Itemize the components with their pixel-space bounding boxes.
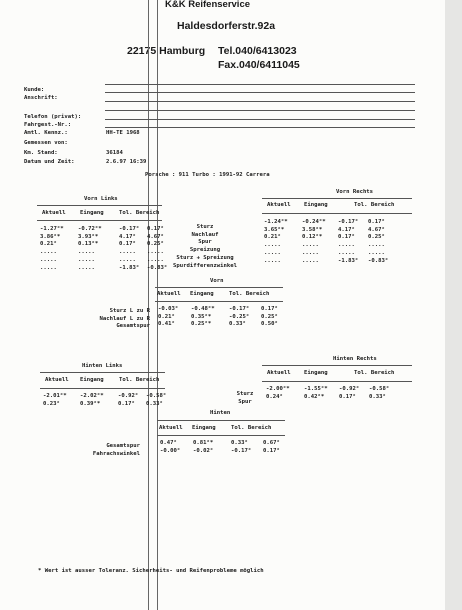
table-cell: .....: [119, 249, 136, 256]
col-header-eingang: Eingang: [80, 377, 104, 383]
table-cell: -0.83°: [147, 264, 168, 271]
section-title-hinten-rechts: Hinten Rechts: [333, 356, 377, 362]
table-cell: 0.33°: [146, 400, 163, 407]
table-cell: -0.24°*: [302, 219, 326, 225]
table-cell: .....: [78, 256, 95, 263]
col-header-tol-bereich: Tol. Bereich: [354, 202, 395, 208]
table-cell: 0.17°: [338, 234, 355, 241]
row-label: Fahrachswinkel: [92, 450, 140, 457]
col-header-aktuell: Aktuell: [267, 370, 291, 376]
table-cell: -1.55°*: [304, 386, 328, 392]
table-cell: -1.83°: [338, 257, 359, 264]
table-cell: -0.83°: [368, 257, 389, 264]
table-cell: -1.24°*: [264, 219, 288, 225]
company-name: K&K Reifenservice: [165, 0, 251, 10]
row-label: Nachlauf: [191, 231, 219, 238]
table-cell: 0.21°: [158, 313, 175, 320]
table-rule: [262, 381, 412, 382]
field-label-datum: Datum und Zeit:: [24, 159, 75, 165]
row-label: Spurdifferenzwinkel: [173, 262, 237, 269]
table-rule: [155, 287, 283, 288]
table-cell: 0.33°: [369, 393, 386, 400]
table-cell: 0.17°: [339, 393, 356, 400]
km-stand-value: 36184: [106, 150, 123, 156]
kennzeichen-value: HH-TE 1968: [106, 130, 140, 136]
col-header-eingang: Eingang: [304, 202, 328, 208]
table-cell: -2.00°*: [266, 386, 290, 392]
table-cell: 0.23°: [43, 400, 60, 407]
section-title-hinten-links: Hinten Links: [82, 363, 123, 369]
table-cell: 0.17°: [263, 447, 280, 454]
table-cell: .....: [338, 249, 355, 256]
field-label-telefon: Telefon (privat):: [24, 114, 82, 120]
section-title-vorn-rechts: Vorn Rechts: [336, 189, 374, 195]
col-header-tol-bereich: Tol. Bereich: [119, 377, 160, 383]
page-edge: [445, 0, 462, 610]
section-title-vorn-links: Vorn Links: [84, 196, 118, 202]
table-cell: 4.17°: [119, 233, 136, 240]
col-header-aktuell: Aktuell: [157, 291, 181, 297]
table-cell: -0.25°: [229, 313, 250, 320]
table-cell: -0.17°: [338, 219, 359, 225]
table-cell: 4.67°: [147, 233, 164, 240]
field-line: [105, 119, 415, 120]
table-cell: .....: [264, 257, 281, 264]
table-rule: [40, 388, 165, 389]
col-header-eingang: Eingang: [190, 291, 214, 297]
col-header-eingang: Eingang: [304, 370, 328, 376]
table-cell: .....: [264, 242, 281, 249]
table-cell: 0.33°: [229, 321, 246, 328]
row-label: Sturz + Spreizung: [176, 254, 234, 261]
col-header-tol-bereich: Tol. Bereich: [119, 210, 160, 216]
table-rule: [262, 213, 412, 214]
row-label: Spur: [238, 398, 252, 405]
table-cell: .....: [302, 257, 319, 264]
table-rule: [262, 198, 412, 199]
row-label: Sturz: [196, 224, 214, 230]
table-cell: 0.24°: [266, 393, 283, 400]
table-cell: .....: [264, 249, 281, 256]
table-cell: .....: [368, 242, 385, 249]
table-rule: [37, 220, 162, 221]
table-cell: .....: [40, 264, 57, 271]
table-cell: 0.25°*: [191, 321, 212, 328]
table-cell: .....: [119, 256, 136, 263]
field-label-km-stand: Km. Stand:: [24, 150, 58, 156]
field-label-fahrgestell: Fahrgest.-Nr.:: [24, 122, 72, 128]
field-line: [105, 101, 415, 102]
field-line: [105, 127, 415, 128]
table-cell: 0.47°: [160, 440, 177, 446]
table-cell: -1.27°*: [40, 226, 64, 232]
table-cell: 0.33°: [231, 440, 248, 446]
row-label: Gesamtspur: [116, 323, 150, 330]
table-cell: -0.58°: [146, 393, 167, 399]
field-line: [105, 110, 415, 111]
row-label: Spreizung: [189, 247, 221, 254]
table-cell: 0.21°: [40, 241, 57, 248]
table-cell: 3.58°*: [302, 226, 323, 233]
table-cell: -1.83°: [119, 264, 140, 271]
table-cell: -0.58°: [369, 386, 390, 392]
table-cell: .....: [40, 256, 57, 263]
table-cell: -2.01°*: [43, 393, 67, 399]
section-title-vorn: Vorn: [210, 278, 224, 284]
table-cell: -0.48°*: [191, 306, 215, 312]
section-title-hinten: Hinten: [210, 410, 231, 416]
table-cell: -0.00°: [160, 447, 181, 454]
table-rule: [37, 205, 162, 206]
table-cell: 0.17°: [118, 400, 135, 407]
col-header-tol-bereich: Tol. Bereich: [231, 425, 272, 431]
row-label: Gesamtspur: [106, 443, 140, 449]
table-cell: 0.17°: [147, 226, 164, 232]
table-cell: 3.65°*: [264, 226, 285, 233]
field-label-kunde: Kunde:: [24, 87, 45, 93]
table-cell: 0.21°: [264, 234, 281, 241]
field-label-kennzeichen: Amtl. Kennz.:: [24, 130, 68, 136]
table-rule: [157, 435, 285, 436]
row-label: Sturz L zu R: [109, 308, 150, 314]
row-label: Sturz: [236, 391, 254, 397]
table-cell: -0.92°: [118, 393, 139, 399]
table-cell: 0.35°*: [191, 313, 212, 320]
table-cell: 0.25°: [261, 313, 278, 320]
table-cell: -0.17°: [119, 226, 140, 232]
table-cell: .....: [147, 249, 164, 256]
table-cell: 0.17°: [119, 241, 136, 248]
table-cell: 0.17°: [261, 306, 278, 312]
table-cell: 4.17°: [338, 226, 355, 233]
street-address: Haldesdorferstr.92a: [177, 20, 276, 32]
row-label: Nachlauf L zu R: [99, 315, 150, 322]
table-cell: 3.93°*: [78, 233, 99, 240]
field-label-gemessen: Gemessen von:: [24, 140, 68, 146]
table-cell: 0.41°: [158, 321, 175, 328]
table-cell: -0.72°*: [78, 226, 102, 232]
col-header-tol-bereich: Tol. Bereich: [354, 370, 395, 376]
table-cell: .....: [78, 264, 95, 271]
telephone: Tel.040/6413023: [218, 45, 297, 57]
table-rule: [157, 420, 285, 421]
footer-note: * Wert ist ausser Toleranz. Sicherheits- und Reifenprobleme möglich: [38, 568, 264, 574]
table-cell: -0.92°: [339, 386, 360, 392]
table-cell: .....: [147, 256, 164, 263]
datum-value: 2.6.97 16:39: [106, 159, 147, 165]
table-cell: 0.81°*: [193, 440, 214, 446]
table-cell: 0.25°: [368, 234, 385, 241]
table-cell: 0.12°*: [302, 234, 323, 241]
table-cell: 0.67°: [263, 440, 280, 446]
fax: Fax.040/6411045: [218, 59, 300, 71]
table-cell: -2.02°*: [80, 393, 104, 399]
col-header-aktuell: Aktuell: [159, 425, 183, 431]
col-header-aktuell: Aktuell: [267, 202, 291, 208]
col-header-tol-bereich: Tol. Bereich: [229, 291, 270, 297]
table-cell: 3.86°*: [40, 233, 61, 240]
table-cell: 0.50°: [261, 321, 278, 328]
table-rule: [40, 372, 165, 373]
table-cell: 0.42°*: [304, 393, 325, 400]
table-cell: 0.17°: [368, 219, 385, 225]
field-line: [105, 92, 415, 93]
table-cell: 0.13°*: [78, 241, 99, 248]
col-header-eingang: Eingang: [80, 210, 104, 216]
table-cell: -0.02°: [193, 447, 214, 454]
row-label: Spur: [198, 239, 212, 246]
table-cell: .....: [40, 249, 57, 256]
zip-city: 22175 Hamburg: [127, 45, 206, 57]
vehicle-model: Porsche : 911 Turbo : 1991-92 Carrera: [145, 172, 270, 178]
table-cell: .....: [302, 242, 319, 249]
field-line: [105, 84, 415, 85]
table-cell: -0.17°: [229, 306, 250, 312]
table-rule: [262, 365, 412, 366]
table-rule: [155, 301, 283, 302]
table-cell: 0.39°*: [80, 400, 101, 407]
col-header-aktuell: Aktuell: [45, 377, 69, 383]
table-cell: .....: [338, 242, 355, 249]
col-header-eingang: Eingang: [192, 425, 216, 431]
table-cell: .....: [368, 249, 385, 256]
table-cell: .....: [302, 249, 319, 256]
table-cell: .....: [78, 249, 95, 256]
table-cell: 0.25°: [147, 241, 164, 248]
table-cell: -0.17°: [231, 447, 252, 454]
col-header-aktuell: Aktuell: [42, 210, 66, 216]
table-cell: 4.67°: [368, 226, 385, 233]
table-cell: -0.03°: [158, 306, 179, 312]
field-label-anschrift: Anschrift:: [24, 95, 58, 101]
